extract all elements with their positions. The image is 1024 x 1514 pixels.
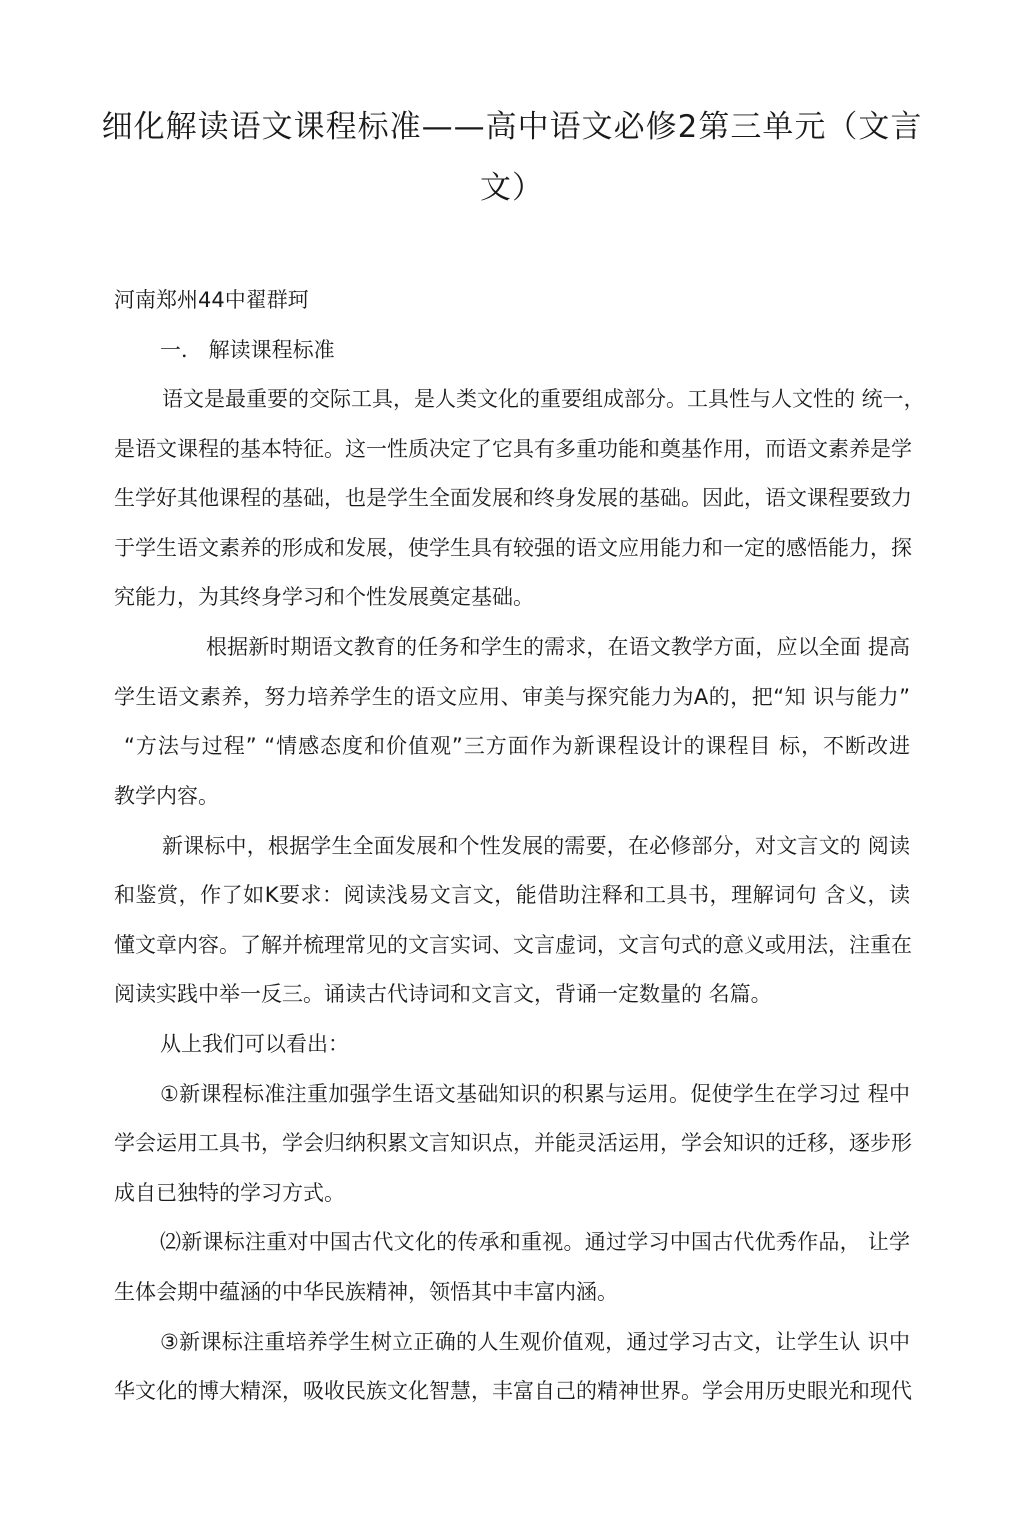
paragraph-2-line: 学生语文素养，努力培养学生的语文应用、审美与探究能力为A的，把“知 识与能力” [114,685,910,709]
paragraph-1-line: 究能力，为其终身学习和个性发展奠定基础。 [114,585,534,609]
paragraph-2-line: 教学内容。 [114,784,219,808]
paragraph-5-line: ①新课程标准注重加强学生语文基础知识的积累与运用。促使学生在学习过 程中 [160,1082,910,1106]
paragraph-6-line: 生体会期中蕴涵的中华民族精神，领悟其中丰富内涵。 [114,1280,618,1304]
paragraph-2-line: “方法与过程” “情感态度和价值观”三方面作为新课程设计的课程目 标，不断改进 [124,734,910,758]
paragraph-3-line: 和鉴赏，作了如K要求：阅读浅易文言文，能借助注释和工具书，理解词句 含义，读 [114,883,910,907]
paragraph-2-line: 根据新时期语文教育的任务和学生的需求，在语文教学方面，应以全面 提高 [206,635,910,659]
paragraph-4: 从上我们可以看出： [160,1032,349,1056]
paragraph-5-line: 学会运用工具书，学会归纳积累文言知识点，并能灵活运用，学会知识的迁移，逐步形 [114,1131,912,1155]
paragraph-7-line: ③新课标注重培养学生树立正确的人生观价值观，通过学习古文，让学生认 识中 [160,1330,910,1354]
document-title-line-1: 细化解读语文课程标准——高中语文必修2第三单元（文言 [101,109,923,145]
paragraph-1-line: 于学生语文素养的形成和发展，使学生具有较强的语文应用能力和一定的感悟能力，探 [114,536,912,560]
author-line: 河南郑州44中翟群珂 [114,288,309,312]
paragraph-1-line: 是语文课程的基本特征。这一性质决定了它具有多重功能和奠基作用，而语文素养是学 [114,437,912,461]
paragraph-1-line: 语文是最重要的交际工具，是人类文化的重要组成部分。工具性与人文性的 统一， [162,387,925,411]
paragraph-3-line: 新课标中，根据学生全面发展和个性发展的需要，在必修部分，对文言文的 阅读 [162,834,910,858]
paragraph-6-line: ⑵新课标注重对中国古代文化的传承和重视。通过学习中国古代优秀作品， 让学 [160,1230,910,1254]
paragraph-3-line: 阅读实践中举一反三。诵读古代诗词和文言文，背诵一定数量的 名篇。 [114,982,772,1006]
paragraph-1-line: 生学好其他课程的基础，也是学生全面发展和终身发展的基础。因此，语文课程要致力 [114,486,912,510]
paragraph-3-line: 懂文章内容。了解并梳理常见的文言实词、文言虚词，文言句式的意义或用法，注重在 [114,933,912,957]
document-title-line-2: 文） [480,170,544,206]
section-heading: 一． 解读课程标准 [160,338,335,362]
paragraph-7-line: 华文化的博大精深，吸收民族文化智慧，丰富自己的精神世界。学会用历史眼光和现代 [114,1379,912,1403]
paragraph-5-line: 成自已独特的学习方式。 [114,1181,345,1205]
